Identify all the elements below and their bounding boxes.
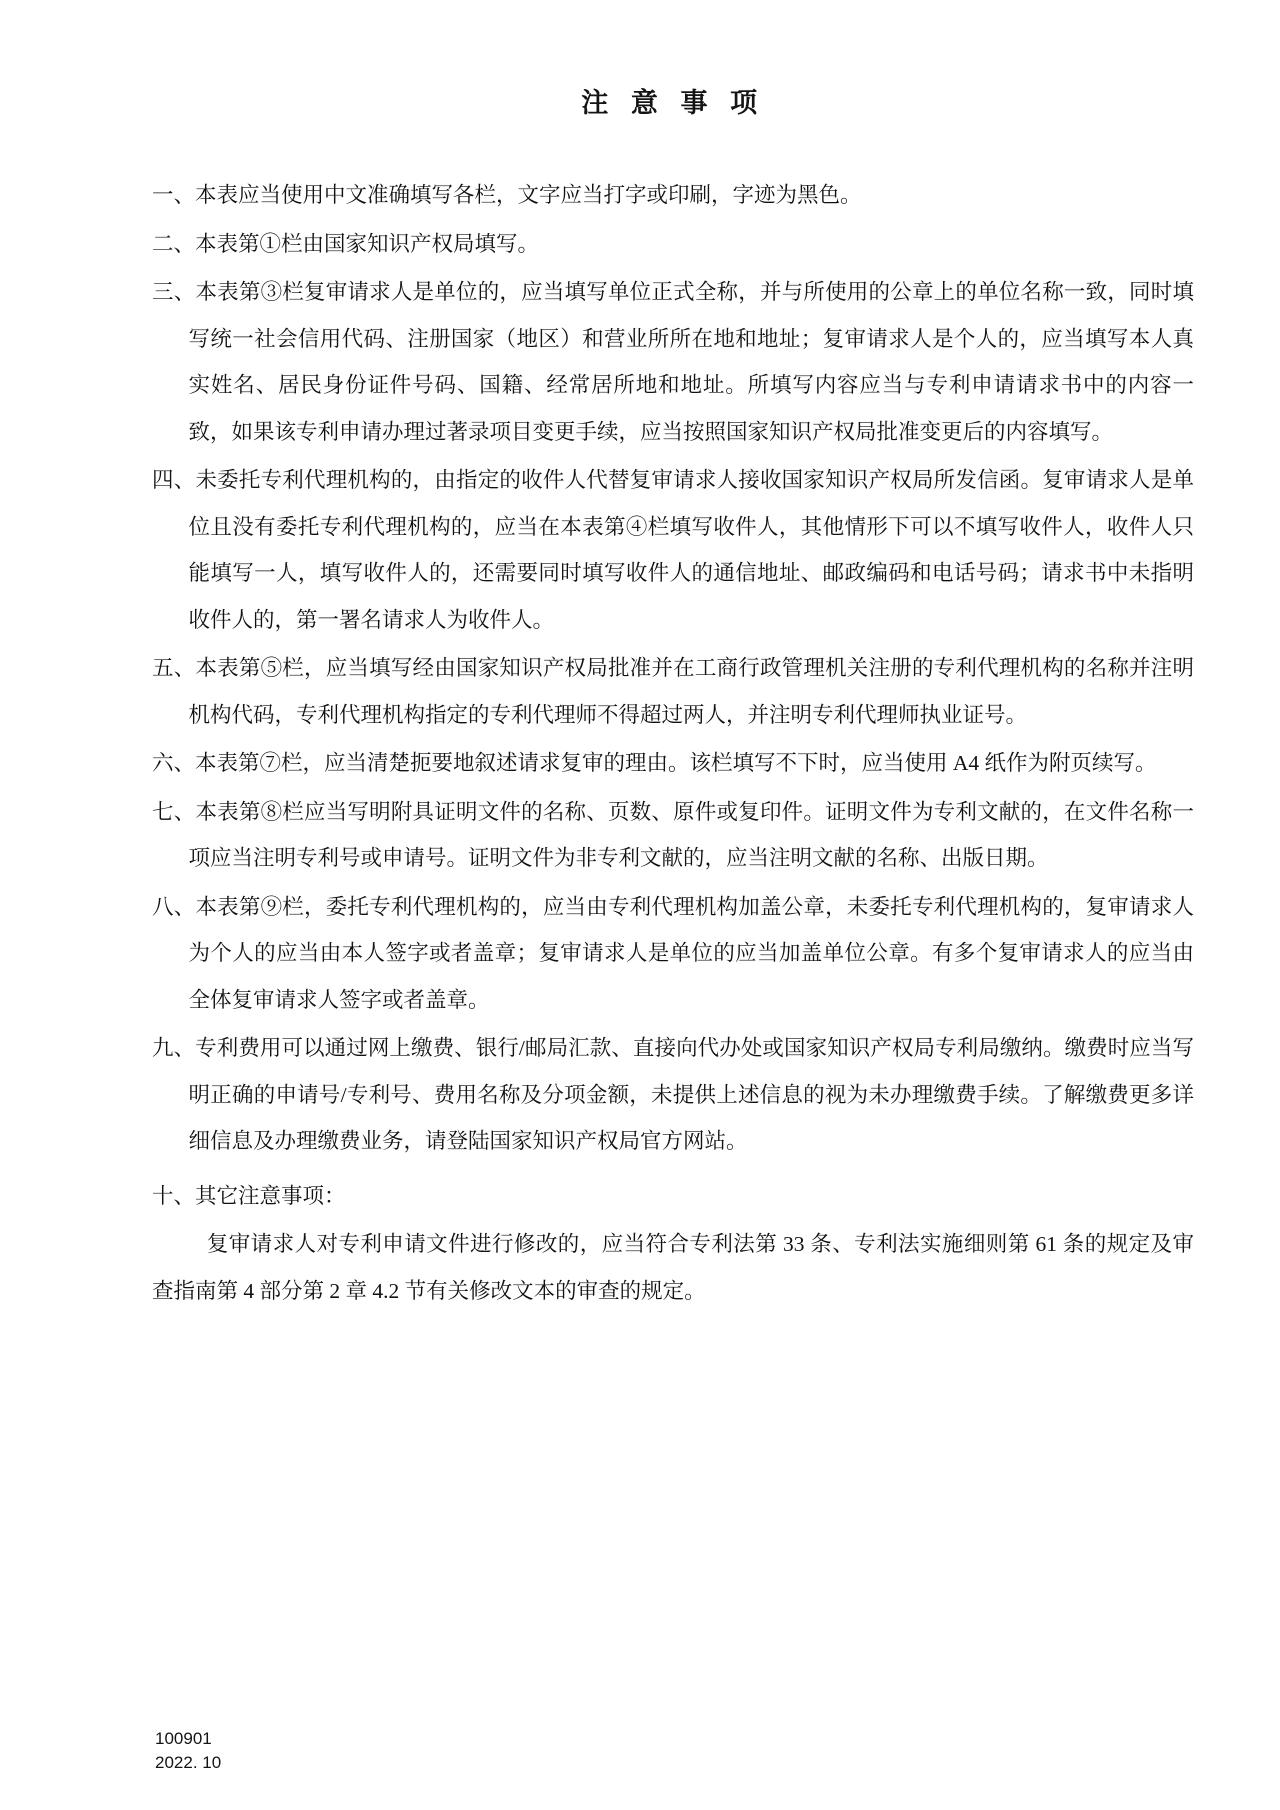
notes-list xyxy=(152,172,1194,1219)
note-text: 本表应当使用中文准确填写各栏，文字应当打字或印刷，字迹为黑色。 xyxy=(195,183,862,207)
note-number: 二、 xyxy=(152,231,196,256)
note-text: 本表第③栏复审请求人是单位的，应当填写单位正式全称，并与所使用的公章上的单位名称一致，同时填写统一社会信用代码、注册国家（地区）和营业所所在地和地址；复审请求人是个人的，应当填写本人真实姓名、居民身份证件号码、国籍、经常居所地和地址。所填写内容应当与专利申请请求书中的内容一致，如果该专利申请办理过著录项目变更手续，应当按照国家知识产权局批准变更后的内容填写。 xyxy=(188,280,1194,444)
note-item-6 xyxy=(152,740,1194,787)
page-title: 注 意 事 项 xyxy=(581,88,765,118)
note-number: 七、 xyxy=(152,799,196,824)
note-number: 十、 xyxy=(152,1183,196,1208)
page-content xyxy=(152,86,1194,1314)
note-text: 本表第⑤栏，应当填写经由国家知识产权局批准并在工商行政管理机关注册的专利代理机构的名称并注明机构代码，专利代理机构指定的专利代理师不得超过两人，并注明专利代理师执业证号。 xyxy=(188,656,1194,727)
note-number: 三、 xyxy=(152,280,196,304)
note-text: 本表第⑧栏应当写明附具证明文件的名称、页数、原件或复印件。证明文件为专利文献的，在文件名称一项应当注明专利号或申请号。证明文件为非专利文献的，应当注明文献的名称、出版日期。 xyxy=(188,799,1194,870)
note-item-10 xyxy=(152,1173,1194,1220)
note-item-1 xyxy=(152,172,1194,219)
note-item-2 xyxy=(152,221,1194,268)
note-item-9 xyxy=(152,1025,1194,1165)
page-footer xyxy=(155,1727,221,1775)
note-text: 未委托专利代理机构的，由指定的收件人代替复审请求人接收国家知识产权局所发信函。复审请求人是单位且没有委托专利代理机构的，应当在本表第④栏填写收件人，其他情形下可以不填写收件人，收件人只能填写一人，填写收件人的，还需要同时填写收件人的通信地址、邮政编码和电话号码；请求书中未指明收件人的，第一署名请求人为收件人。 xyxy=(188,468,1194,632)
note-item-4 xyxy=(152,457,1194,643)
footer-revision-date: 2022. 10 xyxy=(155,1753,222,1772)
note-item-8 xyxy=(152,884,1194,1024)
note-number: 四、 xyxy=(152,468,196,492)
note-item-7 xyxy=(152,789,1194,882)
footer-form-code: 100901 xyxy=(155,1729,212,1748)
note-item-5 xyxy=(152,645,1194,738)
note-number: 五、 xyxy=(152,656,196,680)
note-item-3 xyxy=(152,269,1194,455)
note-text: 本表第①栏由国家知识产权局填写。 xyxy=(195,231,540,256)
closing-paragraph: 复审请求人对专利申请文件进行修改的，应当符合专利法第 33 条、专利法实施细则第 61 条的规定及审查指南第 4 部分第 2 章 4.2 节有关修改文本的审查的规定。 xyxy=(152,1232,1194,1303)
note-text: 其它注意事项： xyxy=(195,1183,346,1208)
note-number: 八、 xyxy=(152,894,196,919)
note-text: 专利费用可以通过网上缴费、银行/邮局汇款、直接向代办处或国家知识产权局专利局缴纳。缴费时应当写明正确的申请号/专利号、费用名称及分项金额，未提供上述信息的视为未办理缴费手续。了解缴费更多详细信息及办理缴费业务，请登陆国家知识产权局官方网站。 xyxy=(188,1036,1194,1153)
note-number: 九、 xyxy=(152,1036,196,1060)
note-number: 六、 xyxy=(152,751,196,775)
note-number: 一、 xyxy=(152,183,196,207)
note-text: 本表第⑨栏，委托专利代理机构的，应当由专利代理机构加盖公章，未委托专利代理机构的，复审请求人为个人的应当由本人签字或者盖章；复审请求人是单位的应当加盖单位公章。有多个复审请求人的应当由全体复审请求人签字或者盖章。 xyxy=(188,894,1194,1012)
note-text: 本表第⑦栏，应当清楚扼要地叙述请求复审的理由。该栏填写不下时，应当使用 A4 纸作为附页续写。 xyxy=(195,751,1157,775)
